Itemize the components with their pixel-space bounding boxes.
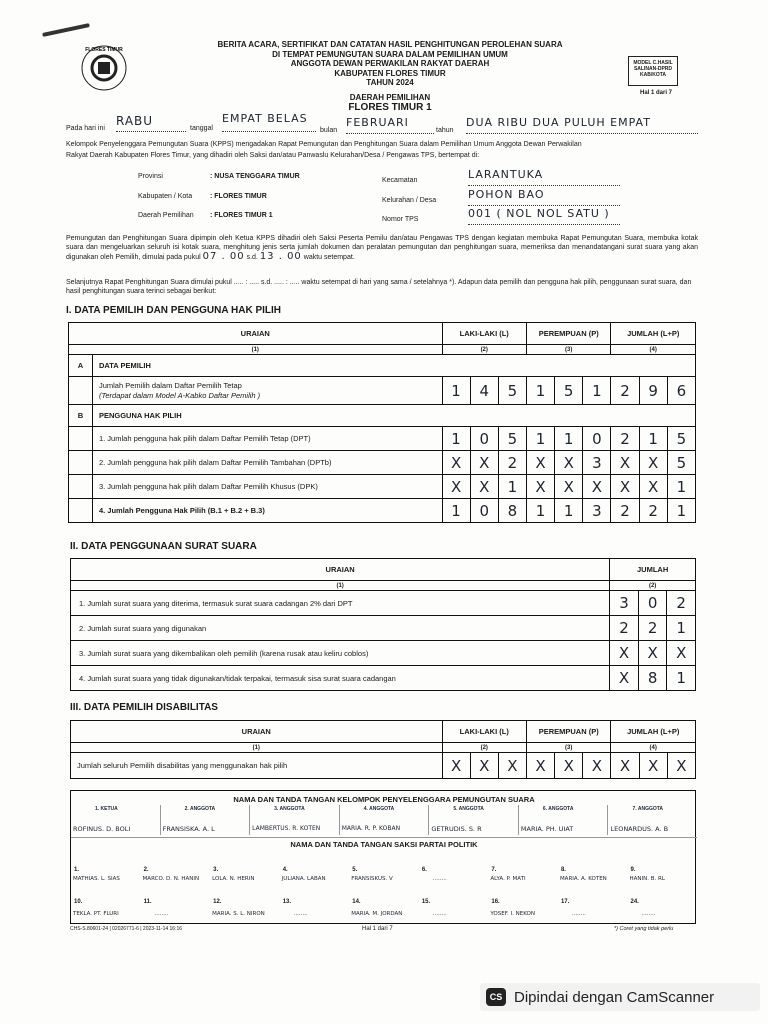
paragraph-1-text: Pemungutan dan Penghitungan Suara dipimpin oleh Ketua KPPS dihadiri oleh Saksi Peserta Pemilu dan/atau Pengawas TPS dengan kegiatan membuka Rapat Pemungutan Suara, membuka kotak suara dan mengeluarkan seluruh isi kotak suara, menghitung jenis serta jumlah dokumen dan peralatan pemungutan dan penghitungan suara, memeriksa dan menandatangani surat suara yang akan digunakan oleh Pemilih, dimulai pada pukul [66, 235, 698, 261]
digit-cell: X [610, 666, 639, 691]
tanggal-value: EMPAT BELAS [222, 112, 316, 132]
digit-cell: 9 [639, 377, 667, 405]
digit-cell: X [639, 753, 667, 779]
end-time: 13 . 00 [259, 251, 302, 262]
section2-title: II. DATA PENGGUNAAN SURAT SUARA [70, 541, 257, 552]
hari-value: RABU [116, 114, 186, 132]
digit-cell: 8 [638, 666, 667, 691]
digit-cell: 4 [470, 377, 498, 405]
s1-b-row1: 1. Jumlah pengguna hak pilih dalam Daftar Pemilih Tetap (DPT) [92, 427, 442, 451]
digit-cell: X [498, 753, 526, 779]
s1-a-label: A [69, 355, 93, 377]
kelurahan-label: Kelurahan / Desa [382, 197, 437, 204]
kpps-role: 1. KETUA [95, 806, 118, 812]
saksi-number: 9. [630, 867, 636, 873]
s1-b-row3: 3. Jumlah pengguna hak pilih dalam Daftar Pemilih Khusus (DPK) [92, 475, 442, 499]
saksi-cell [558, 889, 628, 923]
s1-b-title: PENGGUNA HAK PILIH [92, 405, 695, 427]
saksi-name: MATHIAS. L. SIAS [73, 876, 120, 882]
s1-col-3: (3) [526, 345, 610, 355]
digit-cell: X [555, 451, 583, 475]
saksi-name: ........ [293, 911, 308, 917]
s3-col-2: (2) [442, 743, 526, 753]
saksi-cell [71, 889, 141, 923]
intro-text1: Kelompok Penyelenggara Pemungutan Suara (KPPS) mengadakan Rapat Pemungutan dan Penghitungan Suara dalam Pemilihan Umum Anggota Dewan Perwakilan [66, 141, 582, 148]
s1-b-row2: 2. Jumlah pengguna hak pilih dalam Daftar Pemilih Tambahan (DPTb) [92, 451, 442, 475]
page-indicator: Hal 1 dari 7 [640, 90, 673, 96]
saksi-row-2 [71, 889, 697, 923]
kpps-name: LAMBERTUS. R. KOTEN [252, 825, 321, 832]
saksi-number: 24. [630, 899, 639, 905]
table-row [69, 377, 696, 405]
saksi-name: MARIA. M. JORDAN [351, 911, 403, 917]
digit-cell: X [583, 475, 611, 499]
digit-cell: 8 [498, 499, 526, 523]
digit-cell: 6 [667, 377, 695, 405]
s1-laki-header: LAKI-LAKI (L) [442, 323, 526, 345]
saksi-cell [558, 851, 628, 887]
digit-cell: 2 [667, 591, 696, 616]
saksi-name: ........ [641, 911, 656, 917]
saksi-cell [419, 889, 489, 923]
saksi-number: 16. [491, 899, 500, 905]
s1-a-title: DATA PEMILIH [92, 355, 695, 377]
saksi-name: MARIA. A. KOTEN [559, 876, 607, 882]
footer-note: *) Coret yang tidak perlu [614, 926, 674, 932]
digit-cell: 1 [526, 499, 554, 523]
saksi-number: 5. [352, 867, 358, 873]
saksi-cell [141, 851, 211, 887]
s3-col-3: (3) [526, 743, 610, 753]
saksi-number: 2. [143, 867, 149, 873]
s2-row1: 1. Jumlah surat suara yang diterima, termasuk surat suara cadangan 2% dari DPT [71, 591, 610, 616]
digit-cell: X [470, 475, 498, 499]
digit-cell: X [526, 451, 554, 475]
kpps-cell [519, 805, 609, 835]
saksi-number: 3. [213, 867, 219, 873]
camscanner-icon: CS [486, 988, 506, 1006]
digit-cell: X [611, 753, 639, 779]
saksi-number: 7. [491, 867, 497, 873]
digit-cell: X [610, 641, 639, 666]
digit-cell: 2 [611, 427, 639, 451]
digit-cell: X [442, 475, 470, 499]
s2-col-1: (1) [71, 581, 610, 591]
region-label: DAERAH PEMILIHAN [349, 92, 431, 102]
kpps-role: 2. ANGGOTA [184, 806, 216, 812]
kpps-role: 3. ANGGOTA [274, 806, 305, 812]
region-name: FLORES TIMUR 1 [348, 102, 432, 113]
kpps-cell [608, 805, 697, 835]
digit-cell: 1 [667, 666, 696, 691]
kabupaten-label: Kabupaten / Kota [138, 193, 193, 200]
digit-cell: 0 [470, 499, 498, 523]
saksi-name: HANIN. B. RL [629, 876, 665, 882]
kpps-name: ROFINUS. D. BOLI [73, 825, 131, 833]
s1-uraian-header: URAIAN [69, 323, 443, 345]
digit-cell: X [555, 475, 583, 499]
saksi-number: 11. [143, 899, 152, 905]
digit-cell: 1 [667, 616, 696, 641]
digit-cell: 5 [667, 451, 695, 475]
digit-cell: X [526, 475, 554, 499]
digit-cell: 2 [639, 499, 667, 523]
saksi-number: 17. [560, 899, 570, 905]
camscanner-watermark [480, 983, 760, 1011]
digit-cell: 1 [667, 499, 695, 523]
table-row [71, 666, 696, 691]
s3-perempuan-header: PEREMPUAN (P) [526, 721, 610, 743]
section3-title: III. DATA PEMILIH DISABILITAS [70, 702, 218, 713]
digit-cell: 0 [583, 427, 611, 451]
s1-b-label: B [69, 405, 93, 427]
saksi-name: MARCO. D. N. HANIN [142, 876, 200, 882]
s2-uraian-header: URAIAN [71, 559, 610, 581]
digit-cell: 5 [555, 377, 583, 405]
header-line5: TAHUN 2024 [366, 78, 414, 87]
table-row [71, 753, 696, 779]
logo-text: FLORES TIMUR [85, 47, 123, 53]
saksi-cell [628, 851, 698, 887]
kpps-title: NAMA DAN TANDA TANGAN KELOMPOK PENYELENGGARA PEMUNGUTAN SUARA [233, 795, 535, 804]
s2-row4: 4. Jumlah surat suara yang tidak digunakan/tidak terpakai, termasuk sisa surat suara cadangan [71, 666, 610, 691]
section1-table [68, 322, 696, 523]
table-row [71, 591, 696, 616]
kpps-cell [161, 805, 251, 835]
header-line4: KABUPATEN FLORES TIMUR [334, 68, 446, 78]
tahun-value: DUA RIBU DUA PULUH EMPAT [466, 116, 698, 134]
kelurahan-value: POHON BAO [468, 188, 620, 206]
kpps-name: MARIA. R. P. KOBAN [341, 825, 401, 832]
digit-cell: 1 [526, 377, 554, 405]
saksi-name: JULIANA. LABAN [281, 876, 326, 882]
table-row [69, 451, 696, 475]
saksi-number: 15. [421, 899, 431, 905]
saksi-cell [210, 889, 280, 923]
saksi-title: NAMA DAN TANDA TANGAN SAKSI PARTAI POLITIK [71, 837, 697, 849]
tanggal-label: tanggal [190, 125, 213, 132]
digit-cell: 0 [638, 591, 667, 616]
camscanner-label: Dipindai dengan CamScanner [514, 988, 715, 1006]
saksi-name: ........ [432, 876, 447, 882]
table-row [69, 475, 696, 499]
paragraph-1 [66, 234, 698, 262]
tps-label: Nomor TPS [382, 216, 419, 223]
digit-cell: 2 [611, 377, 639, 405]
digit-cell: 1 [583, 377, 611, 405]
digit-cell: X [611, 451, 639, 475]
section1-title: I. DATA PEMILIH DAN PENGGUNA HAK PILIH [66, 305, 281, 316]
s3-jumlah-header: JUMLAH (L+P) [611, 721, 696, 743]
s2-jumlah-header: JUMLAH [610, 559, 696, 581]
digit-cell: 3 [610, 591, 639, 616]
s1-a-row [92, 377, 442, 405]
saksi-cell [628, 889, 698, 923]
s1-a-row-sub: (Terdapat dalam Model A-Kabko Daftar Pemilih ) [98, 390, 261, 400]
saksi-name: MARIA. S. L. NIRON [212, 911, 265, 917]
s2-row2: 2. Jumlah surat suara yang digunakan [71, 616, 610, 641]
digit-cell: X [470, 753, 498, 779]
digit-cell: 1 [555, 499, 583, 523]
digit-cell: 3 [583, 499, 611, 523]
section3-table [70, 720, 696, 779]
s1-jumlah-header: JUMLAH (L+P) [611, 323, 696, 345]
intro-pada: Pada hari ini [66, 125, 105, 132]
saksi-name: ........ [432, 911, 447, 917]
kpps-role: 4. ANGGOTA [363, 806, 395, 812]
header-line2: DI TEMPAT PEMUNGUTAN SUARA DALAM PEMILIHAN UMUM [272, 49, 508, 59]
s1-perempuan-header: PEREMPUAN (P) [526, 323, 610, 345]
s3-laki-header: LAKI-LAKI (L) [442, 721, 526, 743]
digit-cell: 1 [498, 475, 526, 499]
kpps-cell [429, 805, 519, 835]
saksi-cell [280, 889, 350, 923]
kpps-name: MARIA. PH. UIAT [520, 825, 574, 833]
saksi-name: YOSEF. I. NEKON [490, 911, 535, 917]
saksi-name: ALYA. P. MATI [490, 876, 526, 882]
digit-cell: 5 [498, 427, 526, 451]
kpps-name: LEONARDUS. A. B [610, 825, 669, 833]
section2-table [70, 558, 696, 691]
digit-cell: X [526, 753, 554, 779]
digit-cell: 0 [470, 427, 498, 451]
digit-cell: X [442, 753, 470, 779]
digit-cell: X [638, 641, 667, 666]
s1-a-row-label: Jumlah Pemilih dalam Daftar Pemilih Tetap [98, 380, 242, 390]
header-line3: ANGGOTA DEWAN PERWAKILAN RAKYAT DAERAH [290, 59, 490, 68]
footer-page: Hal 1 dari 7 [362, 926, 393, 932]
saksi-cell [349, 889, 419, 923]
saksi-number: 12. [213, 899, 222, 905]
table-row [69, 499, 696, 523]
kpps-name: GETRUDIS. S. R [431, 825, 482, 833]
digit-cell: 1 [442, 427, 470, 451]
saksi-cell [488, 851, 558, 887]
s3-row: Jumlah seluruh Pemilih disabilitas yang menggunakan hak pilih [71, 753, 443, 779]
digit-cell: X [442, 451, 470, 475]
table-row [71, 616, 696, 641]
footer-code: CHS-S.80601-24 | 02026771-6 | 2023-11-14 16:16 [70, 926, 183, 932]
tps-value: 001 ( NOL NOL SATU ) [468, 207, 620, 225]
provinsi-label: Provinsi [138, 173, 163, 180]
table-row [71, 641, 696, 666]
kpps-role: 5. ANGGOTA [453, 806, 484, 812]
saksi-number: 14. [352, 899, 361, 905]
digit-cell: 1 [555, 427, 583, 451]
digit-cell: X [583, 753, 611, 779]
saksi-number: 8. [560, 867, 566, 873]
kecamatan-label: Kecamatan [382, 177, 418, 184]
digit-cell: X [667, 641, 696, 666]
s3-col-1: (1) [71, 743, 443, 753]
saksi-name: ........ [571, 911, 586, 917]
saksi-number: 1. [74, 867, 80, 873]
sd-label: s.d. [246, 254, 258, 261]
digit-cell: 2 [610, 616, 639, 641]
table-row [69, 427, 696, 451]
digit-cell: 2 [498, 451, 526, 475]
bulan-value: FEBRUARI [346, 116, 434, 134]
s1-col-2: (2) [442, 345, 526, 355]
kpps-role: 7. ANGGOTA [632, 806, 664, 812]
saksi-number: 10. [74, 899, 83, 905]
saksi-number: 4. [282, 867, 288, 873]
header-line1: BERITA ACARA, SERTIFIKAT DAN CATATAN HASIL PENGHITUNGAN PEROLEHAN SUARA [217, 40, 563, 49]
kpps-role: 6. ANGGOTA [542, 806, 574, 812]
digit-cell: X [470, 451, 498, 475]
saksi-cell [488, 889, 558, 923]
kpps-cell [340, 805, 430, 835]
digit-cell: 1 [667, 475, 695, 499]
provinsi-value: : NUSA TENGGARA TIMUR [210, 173, 300, 180]
digit-cell: X [639, 475, 667, 499]
digit-cell: X [555, 753, 583, 779]
saksi-name: FRANSISKUS. V [351, 876, 393, 882]
s3-col-4: (4) [611, 743, 696, 753]
kabupaten-value: : FLORES TIMUR [210, 193, 267, 200]
dapil-value: : FLORES TIMUR 1 [210, 212, 273, 219]
saksi-row-1 [71, 851, 697, 887]
digit-cell: 5 [498, 377, 526, 405]
paragraph-2: Selanjutnya Rapat Penghitungan Suara dimulai pukul ..... : ..... s.d. ..... : ..... waktu setempat di hari yang sama / setelahnya *). Adapun data pemilih dan pengguna hak pilih, penggunaan surat suara, dan hasil penghitungan suara terinci sebagai berikut: [66, 279, 692, 295]
s3-uraian-header: URAIAN [71, 721, 443, 743]
digit-cell: X [639, 451, 667, 475]
kpu-logo-icon [78, 42, 130, 94]
saksi-cell [280, 851, 350, 887]
saksi-cell [419, 851, 489, 887]
start-time: 07 . 00 [202, 251, 245, 262]
kpps-cell [250, 805, 340, 835]
digit-cell: 1 [442, 377, 470, 405]
model-box: MODEL C.HASIL SALINAN-DPRD KAB/KOTA [628, 56, 678, 86]
bulan-label: bulan [320, 127, 338, 134]
digit-cell: 2 [611, 499, 639, 523]
digit-cell: 1 [526, 427, 554, 451]
saksi-number: 6. [421, 867, 427, 873]
kpps-name: FRANSISKA. A. L [162, 825, 215, 833]
s1-col-4: (4) [611, 345, 696, 355]
s1-b-row4: 4. Jumlah Pengguna Hak Pilih (B.1 + B.2 + B.3) [92, 499, 442, 523]
digit-cell: 1 [442, 499, 470, 523]
digit-cell: 1 [639, 427, 667, 451]
kpps-row [71, 805, 697, 835]
saksi-name: LOLA. N. HERIN [212, 876, 255, 882]
saksi-name: ........ [154, 911, 169, 917]
saksi-cell [141, 889, 211, 923]
saksi-cell [349, 851, 419, 887]
s2-col-2: (2) [610, 581, 696, 591]
kecamatan-value: LARANTUKA [468, 168, 620, 186]
s2-row3: 3. Jumlah surat suara yang dikembalikan oleh pemilih (karena rusak atau keliru coblos) [71, 641, 610, 666]
tahun-label: tahun [436, 127, 454, 134]
intro-text2: Rakyat Daerah Kabupaten Flores Timur, yang dihadiri oleh Saksi dan/atau Panwaslu Kelurahan/Desa / Pengawas TPS, bertempat di: [66, 152, 480, 159]
signature-block [70, 790, 696, 924]
saksi-cell [210, 851, 280, 887]
digit-cell: X [611, 475, 639, 499]
digit-cell: 2 [638, 616, 667, 641]
dapil-label: Daerah Pemilihan [138, 212, 194, 219]
saksi-name: TEKLA. PT. FLURI [73, 911, 119, 917]
digit-cell: 5 [667, 427, 695, 451]
digit-cell: X [667, 753, 695, 779]
kpps-cell [71, 805, 161, 835]
header-block [150, 40, 630, 114]
digit-cell: 3 [583, 451, 611, 475]
saksi-number: 13. [282, 899, 292, 905]
saksi-cell [71, 851, 141, 887]
waktu-label: waktu setempat. [303, 254, 355, 261]
pen-mark [42, 23, 90, 37]
s1-col-1: (1) [69, 345, 443, 355]
